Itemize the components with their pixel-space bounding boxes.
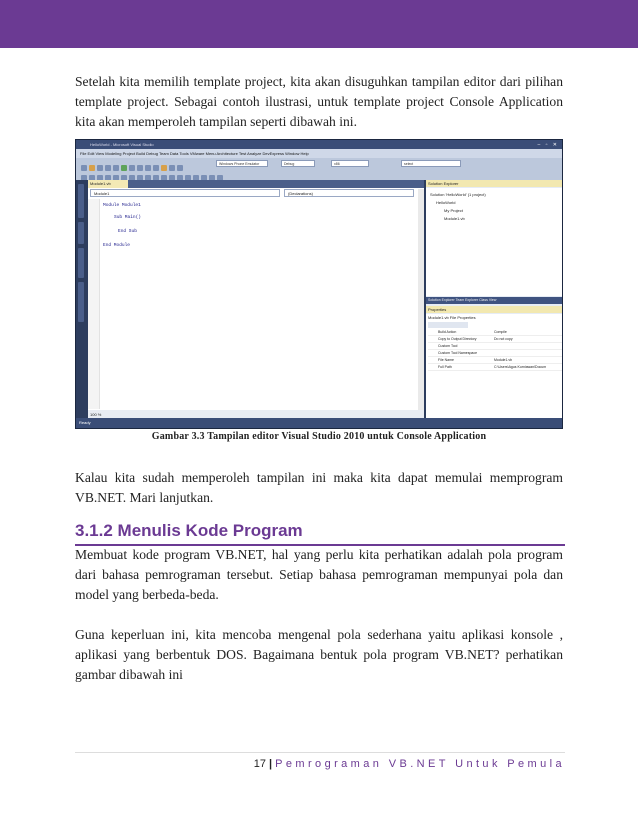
properties-title: Properties (426, 306, 563, 313)
editor-combo-right: (Declarations) (284, 189, 414, 197)
property-row: Build Action Compile (428, 330, 562, 336)
editor-scrollbar (418, 189, 424, 410)
ide-title-bar (76, 140, 562, 149)
panel-tabs: Solution Explorer Team Explorer Class View (426, 297, 563, 304)
ide-window-title: HelloWorld - Microsoft Visual Studio (90, 142, 154, 147)
toolbar-row-2 (80, 169, 224, 178)
code-editor (88, 180, 424, 420)
book-title: Pemrograman VB.NET Untuk Pemula (275, 758, 565, 770)
target-dropdown: x86 (331, 160, 369, 167)
page-number: 17 (253, 758, 266, 770)
ide-toolbar (76, 158, 562, 180)
search-dropdown: select (401, 160, 461, 167)
property-row: Full Path C:\Users\Agus Kurniawan\Docum (428, 365, 562, 371)
section-paragraph-2: Guna keperluan ini, kita mencoba mengenal pola sederhana yaitu aplikasi konsole , aplikasi yang berbentuk DOS. Bagaimana bentuk pola program VB.NET? perhatikan gambar dibawah ini (75, 627, 563, 682)
code-line: End Sub (118, 229, 137, 234)
right-panels (426, 180, 563, 420)
top-banner (0, 0, 638, 48)
zoom-level: 100 % (88, 410, 424, 420)
properties-toolbar (428, 322, 468, 328)
tree-item: Module1.vb (444, 216, 465, 221)
figure-caption: Gambar 3.3 Tampilan editor Visual Studio 2010 untuk Console Application (151, 431, 487, 442)
property-row: Custom Tool (428, 344, 562, 350)
page-footer (75, 758, 565, 770)
window-controls-icon: – ▫ ✕ (537, 142, 559, 148)
visual-studio-screenshot (75, 139, 563, 429)
section-heading: 3.1.2 Menulis Kode Program (75, 521, 303, 540)
tree-item: Solution 'HelloWorld' (1 project) (430, 192, 486, 197)
ide-status-bar: Ready (76, 418, 562, 428)
code-line: End Module (103, 243, 131, 248)
editor-combo-left: Module1 (90, 189, 280, 197)
properties-panel (426, 314, 563, 420)
properties-subject: Module1.vb File Properties (428, 315, 476, 320)
after-figure-paragraph: Kalau kita sudah memperoleh tampilan ini maka kita dapat memulai memprogram VB.NET. Mari lanjutkan. (75, 470, 563, 505)
tree-item: My Project (444, 208, 463, 213)
property-row: File Name Module1.vb (428, 358, 562, 364)
config-dropdown: Debug (281, 160, 315, 167)
section-paragraph-1: Membuat kode program VB.NET, hal yang perlu kita perhatikan adalah pola program dari bahasa pemrograman tersebut. Setiap bahasa pemrograman mempunyai pola dan model yang berbeda-beda. (75, 547, 563, 602)
toolbar-row-1 (80, 159, 184, 168)
code-area (88, 199, 424, 409)
code-line: Module Module1 (103, 203, 141, 208)
solution-explorer (426, 188, 563, 296)
ide-menu-bar: File Edit View Modeling Project Build Debug Team Data Tools VMware Menu Architecture Test Analyze DevExpress Window Help (76, 149, 562, 158)
editor-tab: Module1.vb (88, 180, 128, 188)
solution-explorer-title: Solution Explorer (426, 180, 563, 187)
property-row: Custom Tool Namespace (428, 351, 562, 357)
footer-separator: | (269, 758, 273, 770)
platform-dropdown: Windows Phone Emulator (216, 160, 268, 167)
toolbox-strip (76, 180, 87, 420)
intro-paragraph: Setelah kita memilih template project, kita akan disuguhkan tampilan editor dari pilihan template project. Sebagai contoh ilustrasi, untuk template project Console Application kita akan memperoleh tampilan seperti dibawah ini. (75, 74, 563, 129)
footer-rule (75, 752, 565, 753)
tree-item: HelloWorld (436, 200, 456, 205)
property-row: Copy to Output Directory Do not copy (428, 337, 562, 343)
code-line: Sub Main() (114, 215, 142, 220)
